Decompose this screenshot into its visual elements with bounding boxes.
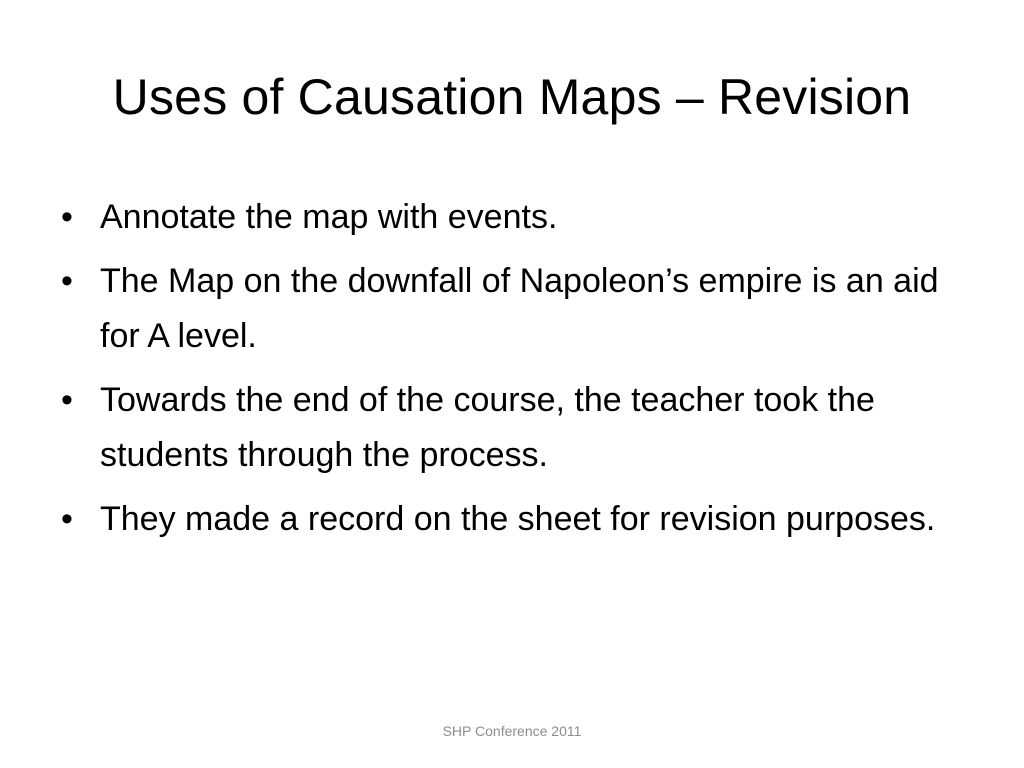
bullet-item bbox=[56, 492, 956, 547]
bullet-item bbox=[56, 373, 956, 483]
bullet-point-icon: • bbox=[61, 381, 73, 419]
bullet-point-icon: • bbox=[61, 198, 73, 236]
bullet-item bbox=[56, 254, 956, 364]
bullet-text: Towards the end of the course, the teacher took the students through the process. bbox=[100, 381, 875, 474]
bullet-list bbox=[56, 190, 956, 556]
bullet-item bbox=[56, 190, 956, 245]
bullet-point-icon: • bbox=[61, 262, 73, 300]
bullet-point-icon: • bbox=[61, 500, 73, 538]
slide-footer: SHP Conference 2011 bbox=[442, 723, 582, 739]
slide-title: Uses of Causation Maps – Revision bbox=[112, 69, 912, 125]
bullet-text: Annotate the map with events. bbox=[100, 198, 558, 236]
bullet-text: The Map on the downfall of Napoleon’s empire is an aid for A level. bbox=[100, 262, 939, 355]
bullet-text: They made a record on the sheet for revision purposes. bbox=[100, 500, 936, 538]
